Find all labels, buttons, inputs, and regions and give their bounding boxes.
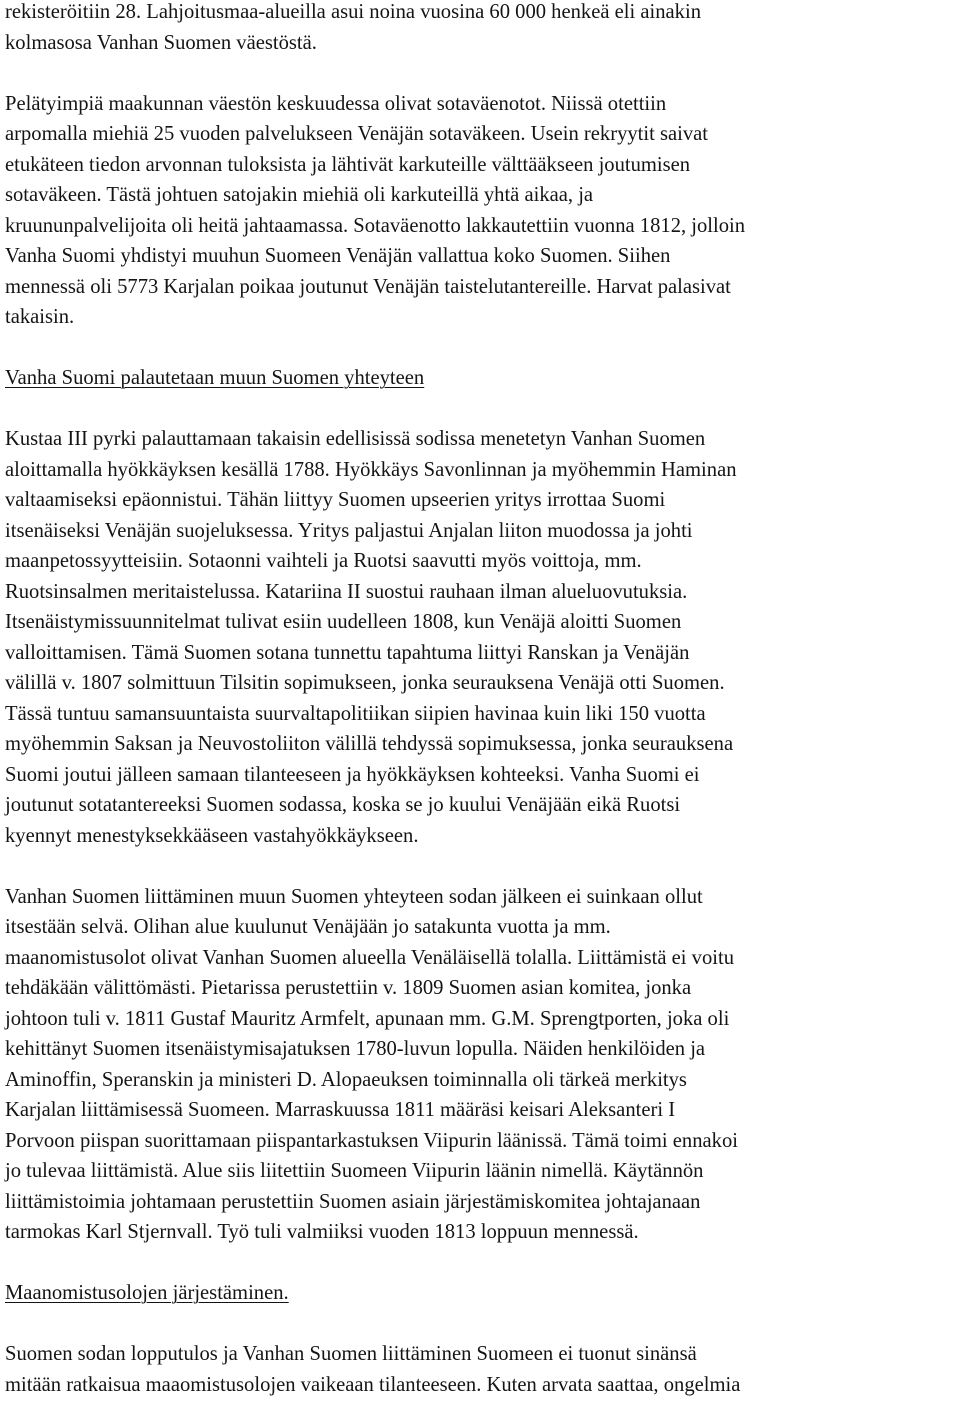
text-line: arpomalla miehiä 25 vuoden palvelukseen Venäjän sotaväkeen. Usein rekryytit saivat <box>5 123 709 145</box>
section-heading: Maanomistusolojen järjestäminen. <box>5 1282 289 1304</box>
text-line: Ruotsinsalmen meritaistelussa. Katariina II suostui rauhaan ilman alueluovutuksia. <box>5 580 688 603</box>
text-line: Karjalan liittämisessä Suomeen. Marraskuussa 1811 määräsi keisari Aleksanteri I <box>5 1099 676 1121</box>
text-line: itsenäiseksi Venäjän suojeluksessa. Yritys paljastui Anjalan liiton muodossa ja johti <box>5 519 693 542</box>
text-line: mennessä oli 5773 Karjalan poikaa joutunut Venäjän taistelutantereille. Harvat palasivat <box>5 275 731 298</box>
text-line: rekisteröitiin 28. Lahjoitusmaa-alueilla asui noina vuosina 60 000 henkeä eli ainakin <box>5 1 701 23</box>
text-line: Porvoon piispan suorittamaan piispantarkastuksen Viipurin läänissä. Tämä toimi ennakoi <box>5 1129 738 1152</box>
text-line: Vanhan Suomen liittäminen muun Suomen yhteyteen sodan jälkeen ei suinkaan ollut <box>5 885 703 908</box>
text-line: Pelätyimpiä maakunnan väestön keskuudessa olivat sotaväenotot. Niissä otettiin <box>5 92 667 115</box>
text-line: myöhemmin Saksan ja Neuvostoliiton välillä tehdyssä sopimuksessa, jonka seurauksena <box>5 733 734 755</box>
text-line: Aminoffin, Speranskin ja ministeri D. Alopaeuksen toiminnalla oli tärkeä merkitys <box>5 1068 687 1091</box>
text-line: johtoon tuli v. 1811 Gustaf Mauritz Armfelt, apunaan mm. G.M. Sprengtporten, joka oli <box>5 1007 730 1030</box>
text-line: itsestään selvä. Olihan alue kuulunut Venäjään jo satakunta vuotta ja mm. <box>5 916 611 938</box>
text-line: takaisin. <box>5 306 75 328</box>
section-heading: Vanha Suomi palautetaan muun Suomen yhteyteen <box>5 367 425 389</box>
text-line: aloittamalla hyökkäyksen kesällä 1788. Hyökkäys Savonlinnan ja myöhemmin Haminan <box>5 458 737 481</box>
text-line: sotaväkeen. Tästä johtuen satojakin miehiä oli karkuteillä yhtä aikaa, ja <box>5 184 594 206</box>
paragraph-gap <box>5 333 955 364</box>
text-line: kruununpalvelijoita oli heitä jahtaamassa. Sotaväenotto lakkautettiin vuonna 1812, jolloin <box>5 214 746 237</box>
paragraph-conscription <box>5 89 955 333</box>
text-line: Suomi joutui jälleen samaan tilanteeseen ja hyökkäyksen kohteeksi. Vanha Suomi ei <box>5 763 700 786</box>
text-line: valtaamiseksi epäonnistui. Tähän liittyy Suomen upseerien yritys irrottaa Suomi <box>5 489 666 511</box>
paragraph-annexation <box>5 882 955 1248</box>
text-line: etukäteen tiedon arvonnan tuloksista ja lähtivät karkuteille välttääkseen joutumisen <box>5 153 691 176</box>
text-line: välillä v. 1807 solmittuun Tilsitin sopimukseen, jonka seurauksena Venäjä otti Suomen. <box>5 672 725 694</box>
text-line: tarmokas Karl Stjernvall. Työ tuli valmiiksi vuoden 1813 loppuun mennessä. <box>5 1221 639 1243</box>
text-line: maanpetossyytteisiin. Sotaonni vaihteli ja Ruotsi saavutti myös voittoja, mm. <box>5 550 642 572</box>
text-line: Kustaa III pyrki palauttamaan takaisin edellisissä sodissa menetetyn Vanhan Suomen <box>5 428 706 450</box>
section-heading-vanha-suomi <box>5 363 955 394</box>
paragraph-land-ownership <box>5 1339 955 1400</box>
text-line: tehdäkään välittömästi. Pietarissa perustettiin v. 1809 Suomen asian komitea, jonka <box>5 977 692 999</box>
text-line: kyennyt menestyksekkääseen vastahyökkäykseen. <box>5 824 419 847</box>
text-line: maanomistusolot olivat Vanhan Suomen alueella Venäläisellä tolalla. Liittämistä ei voitu <box>5 946 735 969</box>
text-line: Suomen sodan lopputulos ja Vanhan Suomen liittäminen Suomeen ei tuonut sinänsä <box>5 1343 697 1365</box>
text-line: Itsenäistymissuunnitelmat tulivat esiin uudelleen 1808, kun Venäjä aloitti Suomen <box>5 611 682 633</box>
document-page <box>5 0 955 1400</box>
text-line: kehittänyt Suomen itsenäistymisajatuksen 1780-luvun lopulla. Näiden henkilöiden ja <box>5 1038 706 1060</box>
text-line: kolmasosa Vanhan Suomen väestöstä. <box>5 31 317 54</box>
section-heading-maanomistus <box>5 1278 955 1309</box>
paragraph-gap <box>5 851 955 882</box>
paragraph-lahjoitusmaa-population <box>5 0 955 58</box>
text-line: jo tulevaa liittämistä. Alue siis liitettiin Suomeen Viipurin läänin nimellä. Käytännön <box>5 1160 704 1182</box>
text-line: liittämistoimia johtamaan perustettiin Suomen asiain järjestämiskomitea johtajanaan <box>5 1190 701 1213</box>
text-line: Tässä tuntuu samansuuntaista suurvaltapolitiikan siipien havinaa kuin liki 150 vuotta <box>5 702 706 725</box>
paragraph-kustaa-iii-war <box>5 424 955 851</box>
text-line: joutunut sotatantereeksi Suomen sodassa, koska se jo kuului Venäjään eikä Ruotsi <box>5 794 681 816</box>
paragraph-gap <box>5 394 955 425</box>
text-line: valloittamisen. Tämä Suomen sotana tunnettu tapahtuma liittyi Ranskan ja Venäjän <box>5 641 690 664</box>
paragraph-gap <box>5 1248 955 1279</box>
paragraph-gap <box>5 1309 955 1340</box>
text-line: mitään ratkaisua maaomistusolojen vaikeaan tilanteeseen. Kuten arvata saattaa, ongelmia <box>5 1373 741 1396</box>
text-line: Vanha Suomi yhdistyi muuhun Suomeen Venäjän vallattua koko Suomen. Siihen <box>5 245 671 267</box>
paragraph-gap <box>5 58 955 89</box>
